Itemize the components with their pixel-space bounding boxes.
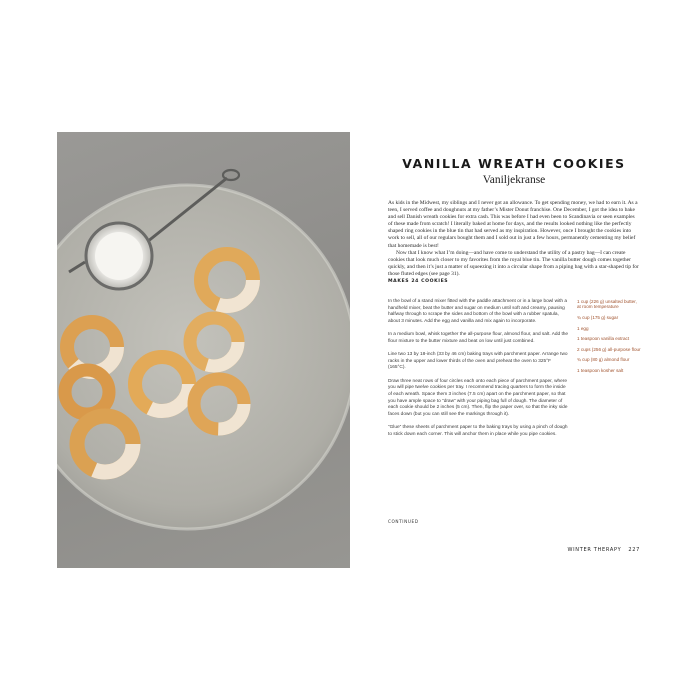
recipe-yield: MAKES 24 COOKIES [388, 279, 449, 285]
cookie-photo [57, 132, 350, 568]
cookie-plate-illustration [57, 132, 350, 568]
step-paragraph: Draw three neat rows of four circles each onto each piece of parchment paper, where you will pipe twelve cookies per tray. I recommend tracing quarters to form the inside of each wreath. Space them 3 inches (7.5 cm) apart on the parchment paper, so that you have ample space to “draw” with your piping bag full of dough. The diameter of each cookie should be 2 inches (5 cm). Then, flip the paper over, so that the inky side faces down (but you can still see the markings through it). [388, 378, 568, 417]
ingredient-item: 1 teaspoon kosher salt [577, 368, 624, 373]
ingredient-item: ¾ cup (175 g) sugar [577, 315, 619, 321]
recipe-title: VANILLA WREATH COOKIES [402, 156, 626, 171]
ingredient-item: 1 teaspoon vanilla extract [577, 336, 630, 342]
page-footer [560, 547, 640, 553]
intro-paragraph: As kids in the Midwest, my siblings and I never got an allowance. To get spending money, we had to earn it. As a teen, I served coffee and doughnuts at my father’s Mister Donut franchise. One December, I got the idea to bake and sell Danish wreath cookies for extra cash. This was before I had even been to Scandinavia or seen examples of these made from scratch! I literally baked at home for days, and the results looked nothing like the perfectly shaped ring cookies in the blue tin that had served as my inspiration. However, once I brought the cookies into work to sell, all of our regulars bought them and I sold out in just a few hours, permanently cementing my belief that homemade is best! [388, 200, 638, 249]
recipe-page [388, 150, 640, 560]
page-number: 227 [628, 547, 640, 553]
recipe-subtitle: Vaniljekranse [482, 174, 546, 186]
ingredient-item: 1 cup (226 g) unsalted butter, at room temperature [577, 299, 637, 310]
continued-label: CONTINUED [388, 519, 419, 524]
recipe-steps [388, 299, 570, 445]
recipe-intro [388, 200, 640, 278]
ingredient-item: 1 egg [577, 325, 589, 331]
step-paragraph: In the bowl of a stand mixer fitted with the paddle attachment or in a large bowl with a handheld mixer, beat the butter and sugar on medium until soft and creamy, pausing halfway through to scrape the sides and bottom of the bowl with a rubber spatula, about 3 minutes. Add the egg and vanilla and mix again to incorporate. [388, 299, 568, 324]
section-name: WINTER THERAPY [567, 547, 622, 553]
step-paragraph: “Glue” these sheets of parchment paper to the baking trays by using a pinch of dough to stick down each corner. This will anchor them in place while you pipe cookies. [388, 425, 568, 437]
step-paragraph: Line two 13 by 18-inch (33 by 46 cm) baking trays with parchment paper. Arrange two racks in the upper and lower thirds of the oven and preheat the oven to 325°F (165°C). [388, 352, 568, 371]
ingredient-list [577, 299, 641, 379]
ingredient-item: ¾ cup (80 g) almond flour [577, 357, 630, 363]
intro-paragraph: Now that I know what I’m doing—and have come to understand the utility of a pastry bag—I can create cookies that look much closer to my favorites from the royal blue tin. The vanilla butter dough comes together quickly, and then it’s just a matter of squeezing it into a circular shape from a piping bag with a star-shaped tip for those fluted edges (see page 31). [388, 249, 639, 277]
ingredient-item: 2 cups (256 g) all-purpose flour [577, 346, 641, 352]
step-paragraph: In a medium bowl, whisk together the all-purpose flour, almond flour, and salt. Add the flour mixture to the butter mixture and beat on low until just combined. [388, 332, 569, 344]
